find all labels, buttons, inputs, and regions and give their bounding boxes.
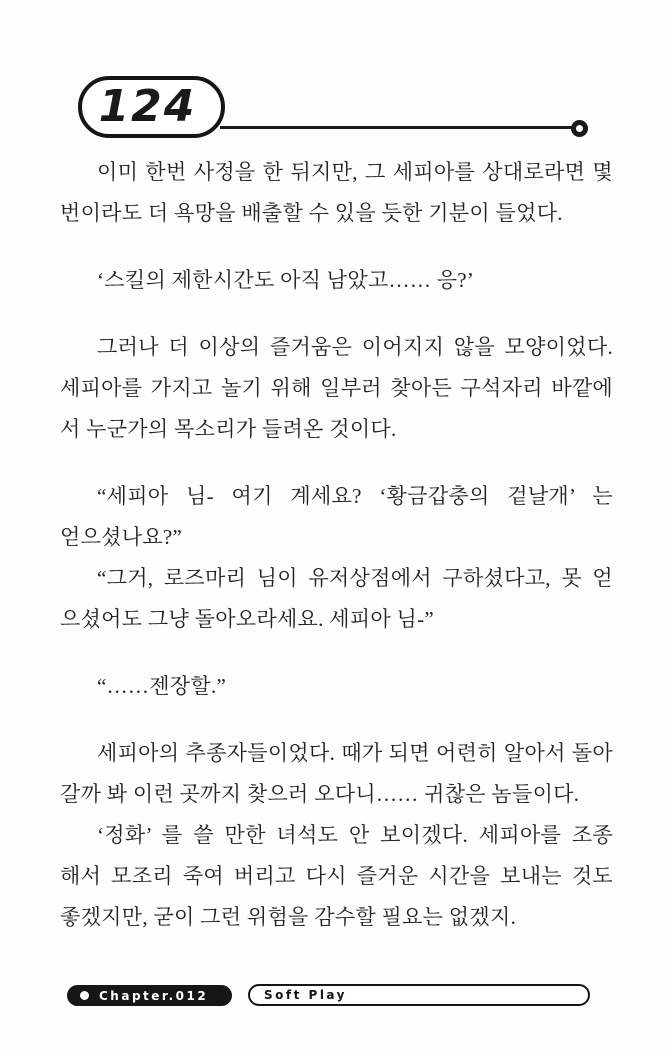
text-line: 얻으셨나요?” — [60, 525, 183, 549]
footer-section-pill — [248, 984, 590, 1006]
text-line: 해서 모조리 죽여 버리고 다시 즐거운 시간을 보내는 것도 — [60, 864, 613, 888]
text-block — [60, 152, 613, 938]
text-line: 번이라도 더 욕망을 배출할 수 있을 듯한 기분이 들었다. — [60, 201, 563, 225]
page-number-badge — [78, 76, 225, 138]
text-line: ‘정화’ 를 쓸 만한 녀석도 안 보이겠다. 세피아를 조종 — [97, 823, 613, 847]
bullet-circle-icon — [80, 991, 89, 1000]
text-line: 세피아를 가지고 놀기 위해 일부러 찾아든 구석자리 바깥에 — [60, 376, 613, 400]
text-line: “……젠장할.” — [97, 674, 227, 698]
text-line: 으셨어도 그냥 돌아오라세요. 세피아 님-” — [60, 607, 435, 631]
page-number: 124 — [98, 81, 197, 132]
section-label: Soft Play — [264, 988, 347, 1002]
text-line: “그거, 로즈마리 님이 유저상점에서 구하셨다고, 못 얻 — [97, 566, 613, 590]
text-line: 그러나 더 이상의 즐거움은 이어지지 않을 모양이었다. — [97, 335, 613, 359]
text-line: 좋겠지만, 굳이 그런 위험을 감수할 필요는 없겠지. — [60, 905, 517, 929]
footer-chapter-pill — [67, 985, 232, 1006]
text-line: 이미 한번 사정을 한 뒤지만, 그 세피아를 상대로라면 몇 — [97, 160, 613, 184]
chapter-label: Chapter.012 — [99, 988, 209, 1003]
text-line: “세피아 님- 여기 계세요? ‘황금갑충의 겉날개’ 는 — [97, 484, 613, 508]
text-line: ‘스킬의 제한시간도 아직 남았고…… 응?’ — [97, 268, 475, 292]
text-line: 세피아의 추종자들이었다. 때가 되면 어련히 알아서 돌아 — [97, 741, 613, 765]
text-line: 갈까 봐 이런 곳까지 찾으러 오다니…… 귀찮은 놈들이다. — [60, 782, 580, 806]
header-rule — [220, 126, 572, 129]
header-rule-end-ring-icon — [571, 120, 588, 137]
text-line: 서 누군가의 목소리가 들려온 것이다. — [60, 417, 397, 441]
